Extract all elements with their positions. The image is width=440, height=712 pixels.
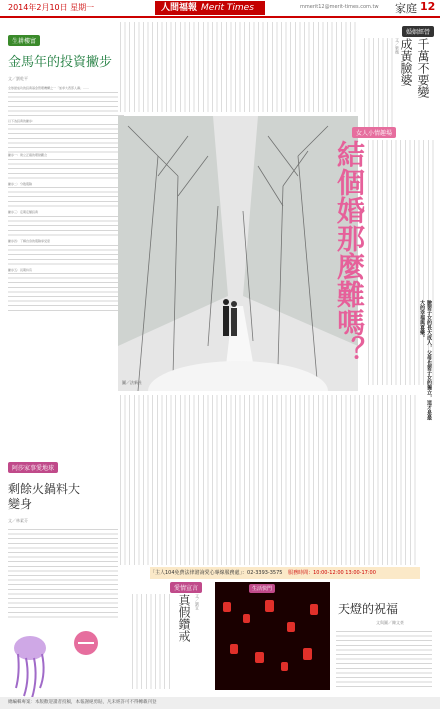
hotpot-body (8, 528, 118, 618)
lantern-byline: 文與圖／陳文豪 (376, 620, 404, 625)
section-name: 家庭 (395, 2, 417, 15)
feature-title: 結個婚那麼難嗎？ (333, 140, 366, 364)
masthead (0, 0, 440, 22)
left-article (8, 28, 124, 386)
header-rule (0, 16, 440, 18)
hotpot-box (8, 455, 118, 703)
photo-caption: 圖／法新社 (122, 380, 142, 385)
feature-tag: 女人小情趣場 (352, 127, 396, 138)
left-article-body (8, 86, 124, 386)
lantern-title: 天燈的祝福 (338, 602, 399, 616)
page-footer: 總編輯專案：本版歡迎讀者投稿，本報謝絕剪貼，凡未經許可不得轉載刊登 (0, 697, 440, 709)
notice-text: 「主人104免費法律諮詢愛心專線服務處」：02-3393-3575 (150, 570, 283, 576)
feature-heading (352, 120, 396, 139)
left-article-byline: 文／劉乾平 (8, 76, 28, 81)
paragraph: 撇步二：分散風險 (8, 181, 33, 186)
notice-hours: 服務時間：10:00-12:00 13:00-17:00 (288, 570, 376, 576)
paragraph: 以下為投資的撇步： (8, 118, 36, 123)
lantern-body (336, 630, 432, 690)
newspaper-logo (155, 1, 265, 15)
right-top-title: 千萬不要變成黃臉婆 (399, 38, 430, 98)
hotpot-byline: 文／林素芬 (8, 518, 28, 523)
page-number: 12 (420, 0, 436, 13)
paragraph: 全球最成功的投資基金管理機構之一「加拿大西部人壽」…… (8, 86, 90, 90)
lantern-tag: 生活快門 (249, 584, 275, 593)
hotpot-tag: 阿莎家事愛地球 (8, 462, 58, 473)
jellyfish-icon (8, 618, 108, 708)
notice-bar (150, 567, 420, 579)
ring-byline: 文／劉宣 (195, 594, 200, 610)
ring-article (130, 582, 210, 692)
site-email: mmerit12@merit-times.com.tw (300, 4, 379, 10)
hotpot-title: 剩餘火鍋料大變身 (8, 482, 81, 511)
lantern-photo (215, 582, 330, 690)
feature-pullquote: 臉要子女的長大成人，父母也要子女的獨立，這才是最大的幸福與喜樂。 (419, 300, 432, 420)
left-article-tag: 生耕樓富 (8, 35, 40, 46)
paragraph: 撇步五：長期持有 (8, 267, 33, 272)
ring-body (130, 594, 172, 689)
ring-tag: 愛情宣言 (170, 582, 202, 593)
left-article-title: 金馬年的投資撇步 (8, 55, 113, 70)
feature-body-top (118, 22, 358, 112)
right-top-body (362, 38, 394, 130)
issue-date: 2014年2月10日 星期一 (8, 3, 95, 12)
sky-lanterns-illustration (215, 582, 330, 690)
ring-title: 真假鑽戒 (177, 594, 191, 642)
right-top-tag: 婚姻經營 (402, 26, 434, 37)
right-top-byline: 文／紫薇 (395, 38, 400, 54)
paragraph: 撇步一：建立正確的理財觀念 (8, 153, 48, 158)
paragraph: 撇步四：了解自身的風險承受度 (8, 238, 51, 243)
logo-text: 人間福報 (161, 3, 198, 13)
logo-text-en: Merit Times (201, 3, 254, 13)
feature-body-bottom (118, 395, 418, 565)
right-top-article (362, 22, 434, 132)
paragraph: 撇步三：定期定額投資 (8, 210, 39, 215)
